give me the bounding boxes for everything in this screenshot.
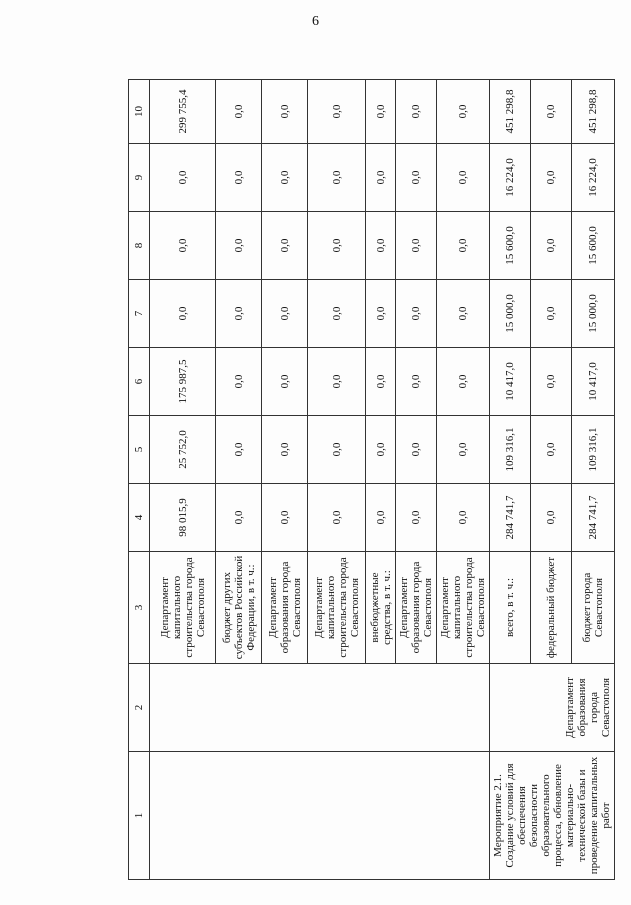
value-cell: 0,0 — [366, 144, 396, 212]
source-cell: всего, в т. ч.: — [490, 552, 531, 664]
value-cell: 0,0 — [262, 280, 308, 348]
value-cell: 0,0 — [308, 280, 366, 348]
value-cell: 0,0 — [366, 212, 396, 280]
source-cell: бюджет других субъектов Российской Федерации, в т. ч.: — [216, 552, 262, 664]
header-col-3: 3 — [129, 552, 150, 664]
value-cell: 0,0 — [530, 144, 571, 212]
value-cell: 15 000,0 — [490, 280, 531, 348]
value-cell: 0,0 — [396, 484, 437, 552]
value-cell: 0,0 — [216, 212, 262, 280]
value-cell: 0,0 — [366, 484, 396, 552]
source-cell: Департамент образования города Севастополя — [396, 552, 437, 664]
value-cell: 16 224,0 — [490, 144, 531, 212]
source-cell: Департамент образования города Севастополя — [262, 552, 308, 664]
value-cell: 0,0 — [437, 280, 490, 348]
value-cell: 0,0 — [308, 212, 366, 280]
value-cell: 0,0 — [396, 144, 437, 212]
value-cell: 0,0 — [216, 144, 262, 212]
value-cell: 15 600,0 — [490, 212, 531, 280]
value-cell: 0,0 — [262, 416, 308, 484]
value-cell: 0,0 — [216, 348, 262, 416]
header-col-5: 5 — [129, 416, 150, 484]
measure-cell: Мероприятие 2.1. Создание условий для обеспечения безопасности образовательного процесса, обновление материально-технической базы и проведение капитальных работ — [490, 752, 615, 880]
value-cell: 15 000,0 — [571, 280, 614, 348]
value-cell: 0,0 — [308, 416, 366, 484]
source-cell: бюджет города Севастополя — [571, 552, 614, 664]
source-cell: Департамент капитального строительства города Севастополя — [437, 552, 490, 664]
value-cell: 0,0 — [216, 416, 262, 484]
value-cell: 0,0 — [530, 80, 571, 144]
value-cell: 0,0 — [262, 484, 308, 552]
header-col-2: 2 — [129, 664, 150, 752]
value-cell: 175 987,5 — [150, 348, 216, 416]
value-cell: 0,0 — [437, 416, 490, 484]
table-row — [490, 80, 531, 880]
value-cell: 109 316,1 — [571, 416, 614, 484]
page-number: 6 — [312, 14, 319, 29]
value-cell: 0,0 — [308, 484, 366, 552]
empty-cell-col1 — [150, 752, 490, 880]
rotated-table-container — [128, 80, 612, 880]
value-cell: 451 298,8 — [490, 80, 531, 144]
value-cell: 0,0 — [396, 280, 437, 348]
value-cell: 0,0 — [396, 348, 437, 416]
value-cell: 284 741,7 — [571, 484, 614, 552]
value-cell: 0,0 — [262, 80, 308, 144]
header-row — [129, 80, 150, 880]
value-cell: 0,0 — [308, 80, 366, 144]
header-col-9: 9 — [129, 144, 150, 212]
value-cell: 0,0 — [216, 484, 262, 552]
value-cell: 0,0 — [366, 280, 396, 348]
value-cell: 0,0 — [396, 212, 437, 280]
value-cell: 0,0 — [437, 144, 490, 212]
value-cell: 0,0 — [530, 484, 571, 552]
header-col-4: 4 — [129, 484, 150, 552]
value-cell: 0,0 — [150, 144, 216, 212]
value-cell: 0,0 — [437, 348, 490, 416]
value-cell: 0,0 — [437, 212, 490, 280]
value-cell: 284 741,7 — [490, 484, 531, 552]
value-cell: 98 015,9 — [150, 484, 216, 552]
value-cell: 0,0 — [262, 144, 308, 212]
rotated-table-area — [128, 80, 612, 880]
header-col-8: 8 — [129, 212, 150, 280]
value-cell: 0,0 — [396, 416, 437, 484]
table-row — [150, 80, 216, 880]
value-cell: 0,0 — [437, 80, 490, 144]
header-col-7: 7 — [129, 280, 150, 348]
value-cell: 0,0 — [366, 80, 396, 144]
header-col-1: 1 — [129, 752, 150, 880]
value-cell: 0,0 — [437, 484, 490, 552]
value-cell: 0,0 — [150, 212, 216, 280]
value-cell: 0,0 — [530, 280, 571, 348]
value-cell: 16 224,0 — [571, 144, 614, 212]
source-cell: Департамент капитального строительства города Севастополя — [308, 552, 366, 664]
value-cell: 0,0 — [216, 280, 262, 348]
value-cell: 25 752,0 — [150, 416, 216, 484]
value-cell: 0,0 — [530, 416, 571, 484]
budget-table — [128, 79, 615, 880]
value-cell: 0,0 — [530, 348, 571, 416]
value-cell: 0,0 — [366, 348, 396, 416]
value-cell: 0,0 — [366, 416, 396, 484]
header-col-6: 6 — [129, 348, 150, 416]
value-cell: 0,0 — [308, 144, 366, 212]
value-cell: 0,0 — [262, 348, 308, 416]
value-cell: 451 298,8 — [571, 80, 614, 144]
department-cell: Департамент образования города Севастополя — [490, 664, 615, 752]
value-cell: 15 600,0 — [571, 212, 614, 280]
value-cell: 299 755,4 — [150, 80, 216, 144]
value-cell: 109 316,1 — [490, 416, 531, 484]
source-cell: федеральный бюджет — [530, 552, 571, 664]
empty-cell-col2 — [150, 664, 490, 752]
source-cell: Департамент капитального строительства города Севастополя — [150, 552, 216, 664]
value-cell: 0,0 — [216, 80, 262, 144]
header-col-10: 10 — [129, 80, 150, 144]
value-cell: 0,0 — [262, 212, 308, 280]
value-cell: 0,0 — [308, 348, 366, 416]
value-cell: 0,0 — [150, 280, 216, 348]
value-cell: 0,0 — [396, 80, 437, 144]
value-cell: 0,0 — [530, 212, 571, 280]
source-cell: внебюджетные средства, в т. ч.: — [366, 552, 396, 664]
value-cell: 10 417,0 — [490, 348, 531, 416]
value-cell: 10 417,0 — [571, 348, 614, 416]
